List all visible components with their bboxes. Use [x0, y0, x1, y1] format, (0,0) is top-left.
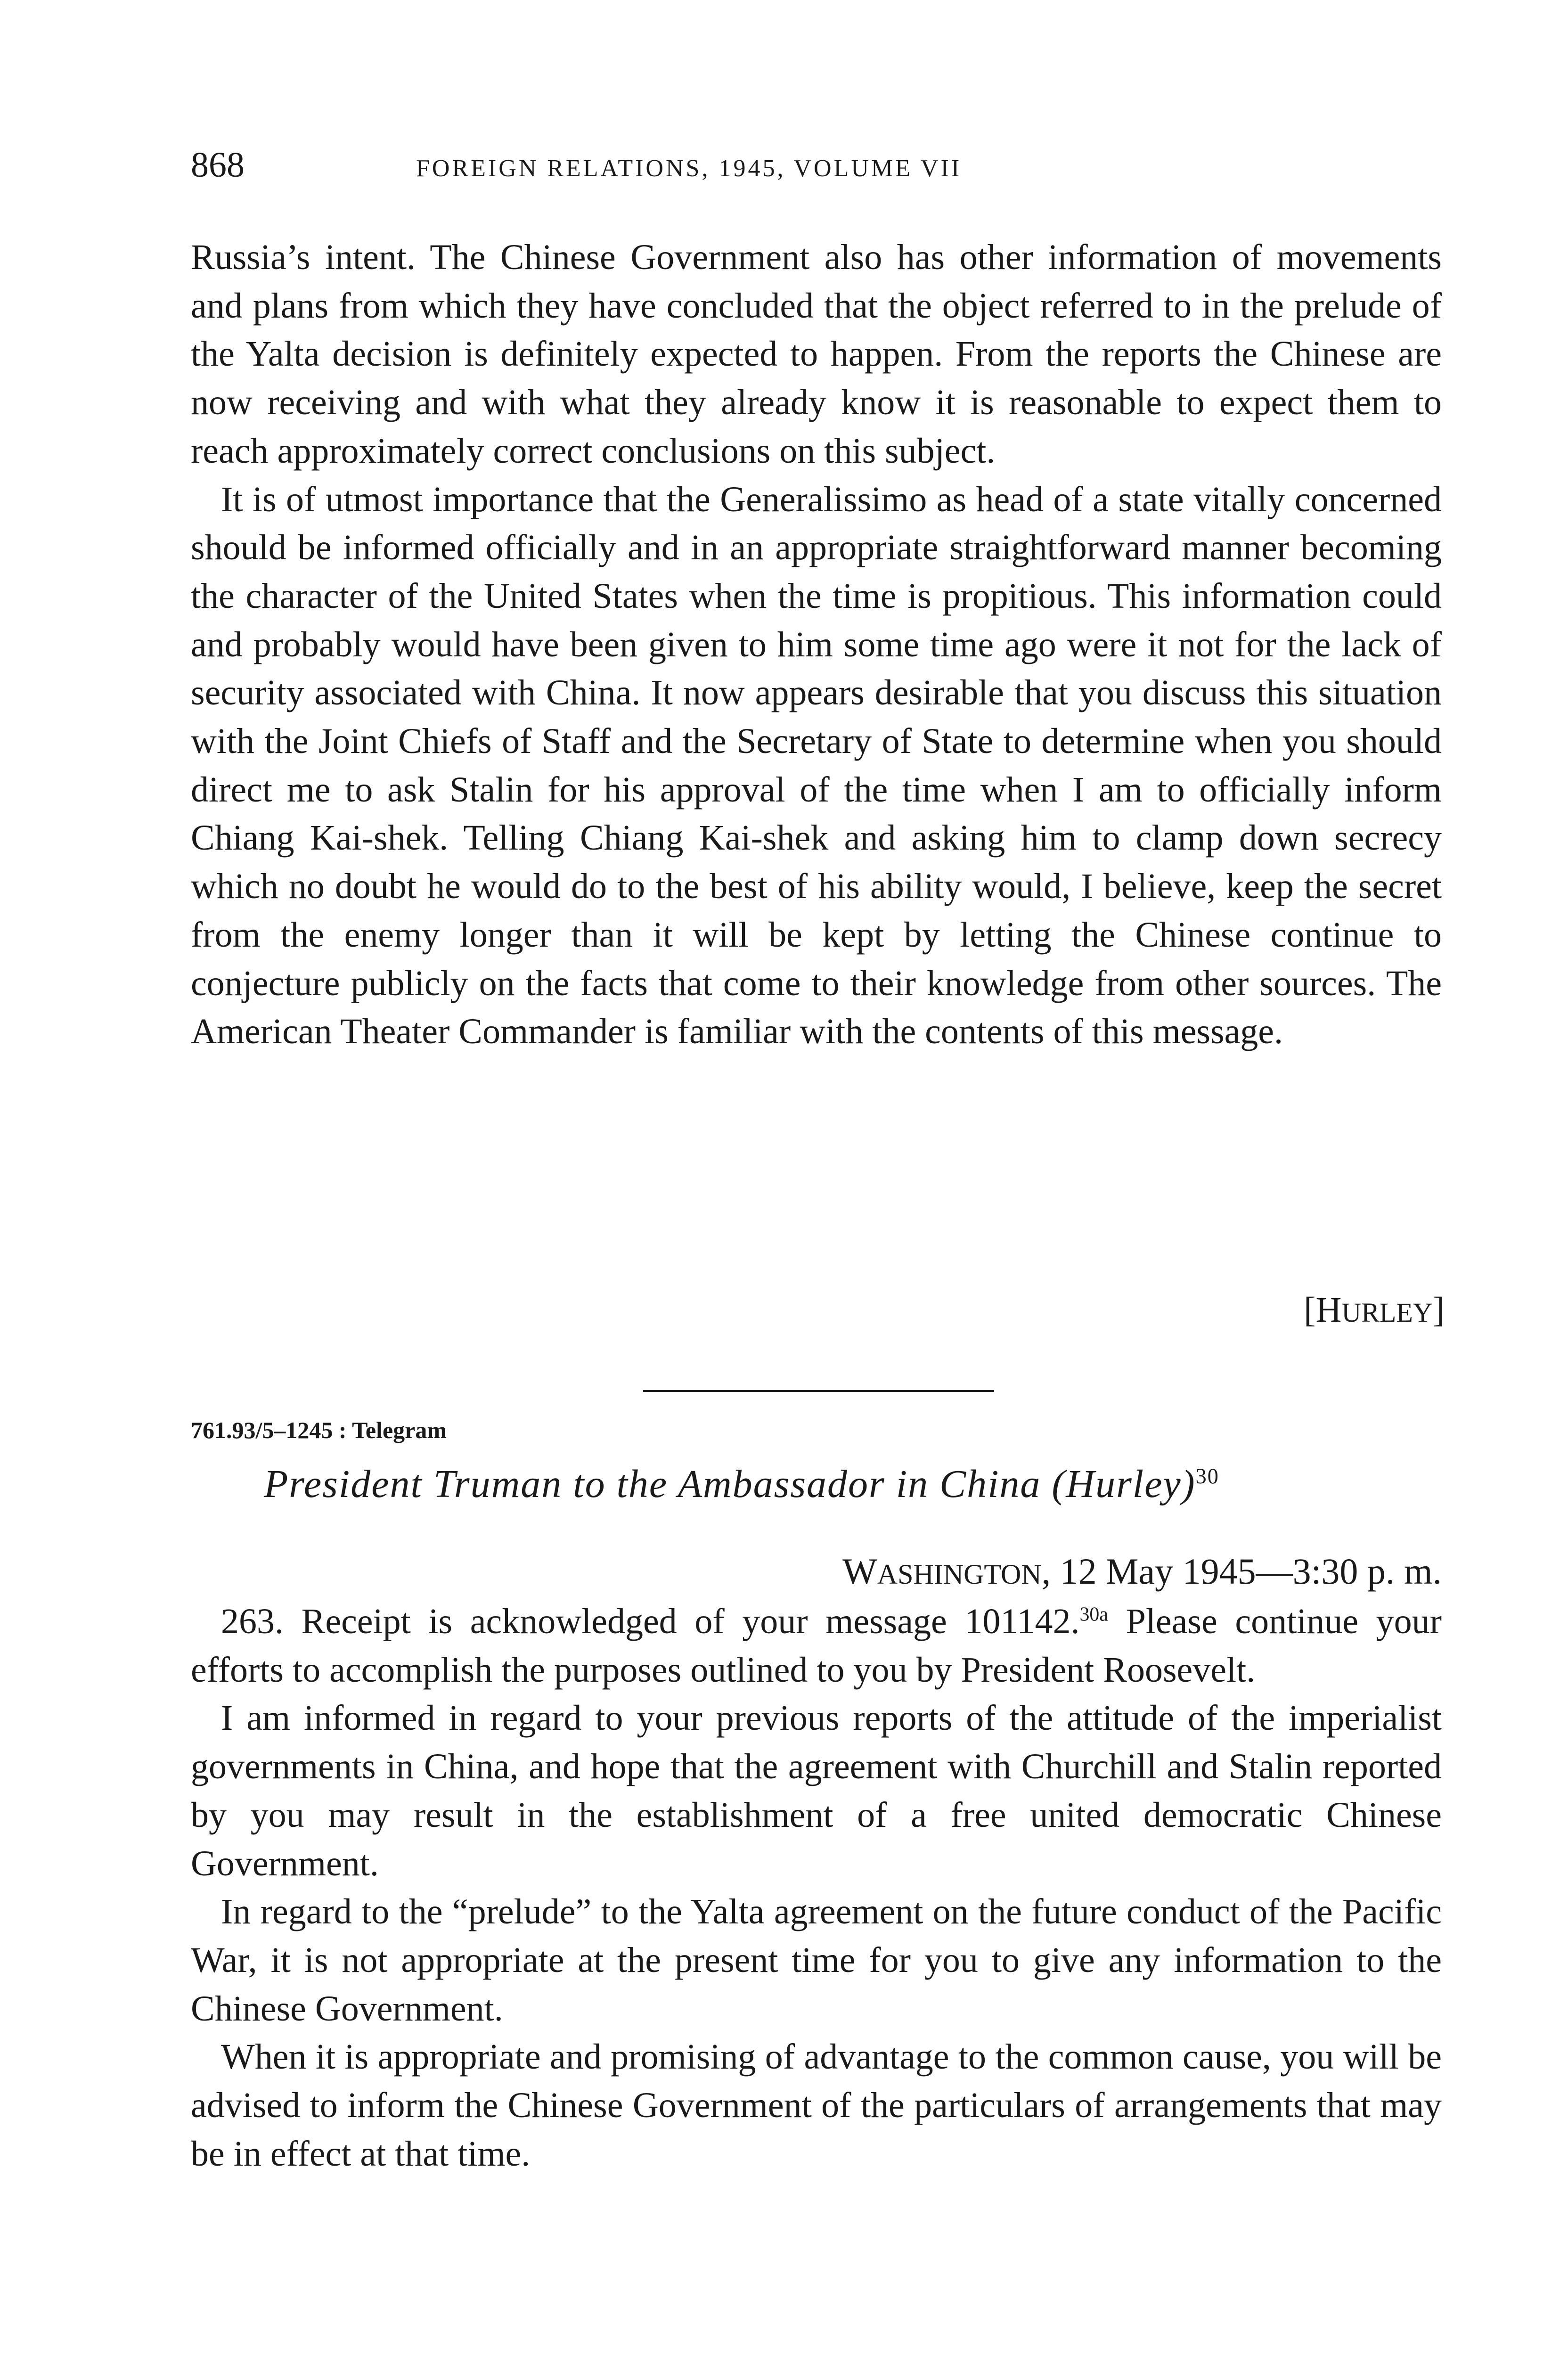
title-footnote-ref: 30 — [1195, 1464, 1219, 1488]
telegram-paragraph-3: In regard to the “prelude” to the Yalta agreement on the future conduct of the Pacific War, it is not appropriate at the present time for you to give any information to the Chinese Government. — [191, 1892, 1442, 2029]
signature-rest: URLEY — [1341, 1297, 1433, 1328]
telegram-paragraph-4: When it is appropriate and promising of advantage to the common cause, you will be advised to inform the Chinese Government of the particulars of arrangements that may be in effect at that time. — [191, 2037, 1442, 2174]
signature-initial: H — [1315, 1290, 1342, 1330]
continuation-text — [191, 233, 1442, 1056]
section-divider — [643, 1390, 994, 1392]
continuation-paragraph-1: Russia’s intent. The Chinese Government also has other information of movements and plans from which they have concluded that the object referred to in the prelude of the Yalta decision is definitely expected to happen. From the reports the Chinese are now receiving and with what they already know it is reasonable to expect them to reach approximately correct conclusions on this subject. — [191, 237, 1442, 471]
file-reference: 761.93/5–1245 : Telegram — [191, 1417, 447, 1443]
dateline-place-rest: ASHINGTON — [877, 1559, 1042, 1590]
dateline — [842, 1548, 1442, 1598]
signature: [HURLEY] — [1304, 1290, 1445, 1330]
telegram-footnote-ref: 30a — [1079, 1603, 1108, 1626]
telegram-body — [191, 1597, 1442, 2178]
telegram-paragraph-1 — [191, 1597, 1442, 1694]
document-title-text: President Truman to the Ambassador in China (Hurley) — [264, 1462, 1196, 1506]
telegram-p1-after: Please continue your efforts to accomplish the purposes outlined to you by President Roosevelt. — [191, 1602, 1442, 1690]
telegram-p1-before: 263. Receipt is acknowledged of your message 101142. — [221, 1602, 1080, 1641]
dateline-date: , 12 May 1945—3:30 p. m. — [1041, 1551, 1442, 1592]
running-head: FOREIGN RELATIONS, 1945, VOLUME VII — [416, 155, 962, 182]
dateline-place-initial: W — [842, 1551, 877, 1592]
page-header — [191, 141, 1435, 188]
continuation-paragraph-2: It is of utmost importance that the Generalissimo as head of a state vitally concerned should be informed officially and in an appropriate straightforward manner becoming the character of the United States when the time is propitious. This information could and probably would have been given to him some time ago were it not for the lack of security associated with China. It now appears desirable that you discuss this situation with the Joint Chiefs of Staff and the Secretary of State to determine when you should direct me to ask Stalin for his approval of the time when I am to officially inform Chiang Kai-shek. Telling Chiang Kai-shek and asking him to clamp down secrecy which no doubt he would do to the best of his ability would, I believe, keep the secret from the enemy longer than it will be kept by letting the Chinese continue to conjecture publicly on the facts that come to their knowledge from other sources. The American Theater Commander is familiar with the contents of this message. — [191, 479, 1442, 1052]
document-title — [264, 1458, 1219, 1510]
page-number: 868 — [191, 145, 245, 185]
telegram-paragraph-2: I am informed in regard to your previous reports of the attitude of the imperialist governments in China, and hope that the agreement with Churchill and Stalin reported by you may result in the establishment of a free united democratic Chinese Government. — [191, 1698, 1442, 1883]
